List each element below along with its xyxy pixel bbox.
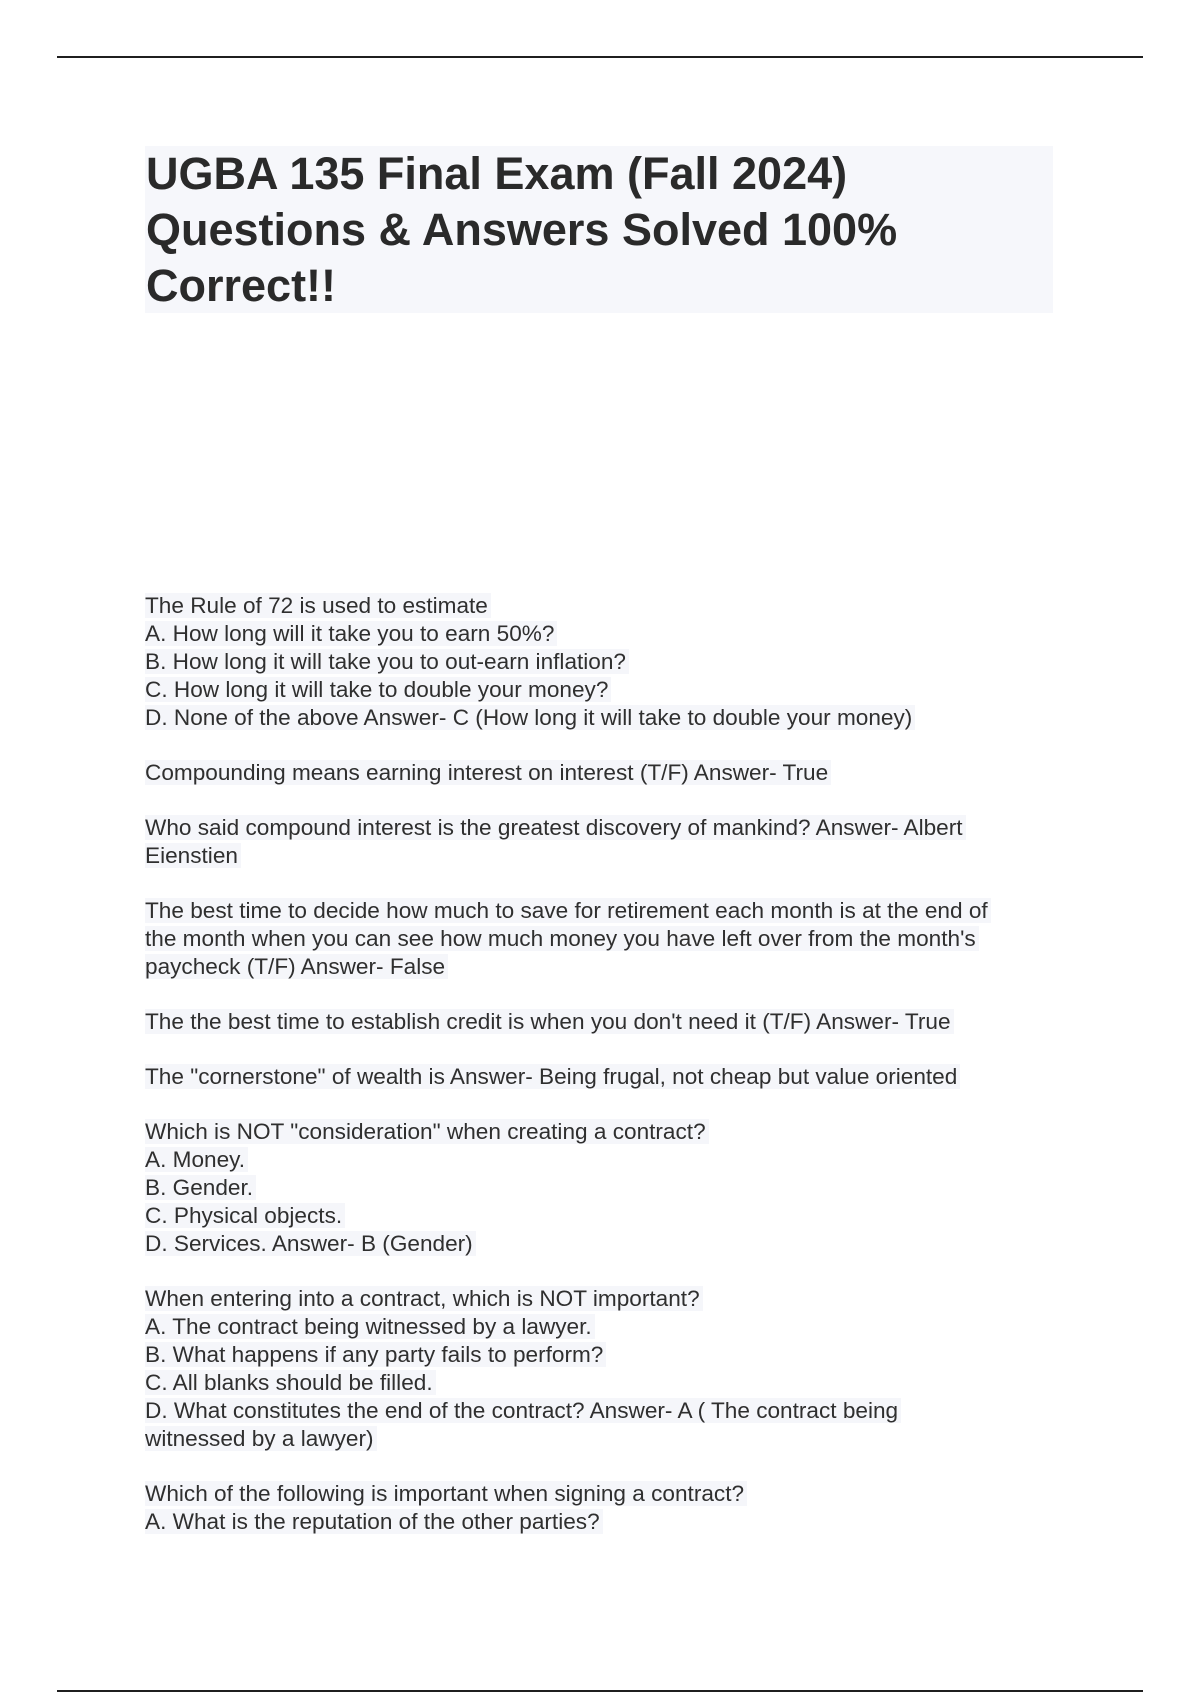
option-line: B. What happens if any party fails to perform? xyxy=(145,1342,606,1367)
question-answer-line: The the best time to establish credit is when you don't need it (T/F) Answer- True xyxy=(145,1009,954,1034)
answer-line: Eienstien xyxy=(145,843,241,868)
question-line: The Rule of 72 is used to estimate xyxy=(145,593,491,618)
answer-line: D. What constitutes the end of the contract? Answer- A ( The contract being xyxy=(145,1398,901,1423)
option-line: A. What is the reputation of the other parties? xyxy=(145,1509,603,1534)
option-line: A. The contract being witnessed by a lawyer. xyxy=(145,1314,595,1339)
question-line: The best time to decide how much to save for retirement each month is at the end of xyxy=(145,898,991,923)
qa-list xyxy=(145,592,1065,1563)
question-answer-line: Who said compound interest is the greatest discovery of mankind? Answer- Albert xyxy=(145,815,966,840)
qa-item xyxy=(145,1063,1065,1091)
question-answer-line: Compounding means earning interest on interest (T/F) Answer- True xyxy=(145,760,831,785)
option-line: A. How long will it take you to earn 50%? xyxy=(145,621,557,646)
question-line: Which is NOT "consideration" when creating a contract? xyxy=(145,1119,709,1144)
option-line: B. Gender. xyxy=(145,1175,256,1200)
answer-line: witnessed by a lawyer) xyxy=(145,1426,377,1451)
qa-item xyxy=(145,1285,1065,1453)
qa-item xyxy=(145,1480,1065,1536)
qa-item xyxy=(145,814,1065,870)
answer-line: D. Services. Answer- B (Gender) xyxy=(145,1231,476,1256)
title-block xyxy=(145,146,1053,313)
qa-item xyxy=(145,759,1065,787)
answer-line: D. None of the above Answer- C (How long it will take to double your money) xyxy=(145,705,915,730)
qa-item xyxy=(145,592,1065,732)
qa-item xyxy=(145,1008,1065,1036)
answer-line: paycheck (T/F) Answer- False xyxy=(145,954,448,979)
document-title: UGBA 135 Final Exam (Fall 2024) Questions & Answers Solved 100% Correct!! xyxy=(146,148,898,311)
qa-item xyxy=(145,897,1065,981)
bottom-divider xyxy=(57,1690,1143,1692)
question-line: the month when you can see how much money you have left over from the month's xyxy=(145,926,979,951)
option-line: B. How long it will take you to out-earn inflation? xyxy=(145,649,629,674)
question-line: Which of the following is important when signing a contract? xyxy=(145,1481,747,1506)
qa-item xyxy=(145,1118,1065,1258)
option-line: C. How long it will take to double your money? xyxy=(145,677,611,702)
top-divider xyxy=(57,56,1143,58)
question-answer-line: The "cornerstone" of wealth is Answer- Being frugal, not cheap but value oriented xyxy=(145,1064,960,1089)
option-line: C. Physical objects. xyxy=(145,1203,345,1228)
option-line: A. Money. xyxy=(145,1147,248,1172)
option-line: C. All blanks should be filled. xyxy=(145,1370,436,1395)
question-line: When entering into a contract, which is NOT important? xyxy=(145,1286,703,1311)
